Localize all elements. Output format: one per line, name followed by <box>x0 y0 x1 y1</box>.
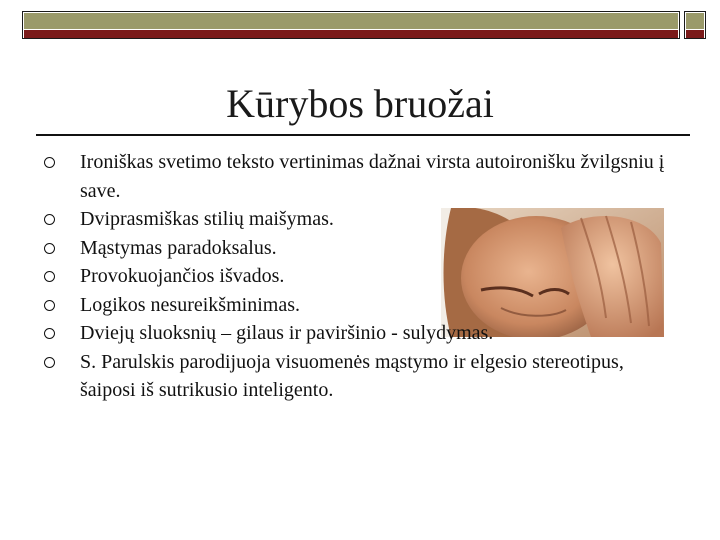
bullet-list <box>44 148 684 405</box>
header-maroon-stripe <box>24 30 678 38</box>
bullet-list-container <box>44 148 684 405</box>
bullet-text: S. Parulskis parodijuoja visuomenės mąstymo ir elgesio stereotipus, šaiposi iš sutrikusio inteligento. <box>80 350 624 401</box>
hollow-circle-bullet-icon <box>44 271 55 282</box>
list-item <box>44 148 684 205</box>
bullet-text: Logikos nesureikšminimas. <box>80 293 300 316</box>
list-item <box>44 319 684 348</box>
hollow-circle-bullet-icon <box>44 157 55 168</box>
list-item <box>44 291 684 320</box>
hollow-circle-bullet-icon <box>44 328 55 339</box>
title-divider <box>36 134 690 136</box>
slide-title: Kūrybos bruožai <box>226 81 494 126</box>
list-item <box>44 262 684 291</box>
header-corner-square <box>684 11 706 39</box>
hollow-circle-bullet-icon <box>44 214 55 225</box>
bullet-text: Dviejų sluoksnių – gilaus ir paviršinio - sulydymas. <box>80 322 494 344</box>
bullet-text: Mąstymas paradoksalus. <box>80 236 277 259</box>
corner-olive-stripe <box>686 13 704 29</box>
hollow-circle-bullet-icon <box>44 243 55 254</box>
list-item <box>44 205 684 234</box>
list-item <box>44 234 684 263</box>
bullet-text: Provokuojančios išvados. <box>80 265 285 287</box>
corner-maroon-stripe <box>686 30 704 38</box>
header-olive-stripe <box>24 13 678 29</box>
hollow-circle-bullet-icon <box>44 357 55 368</box>
hollow-circle-bullet-icon <box>44 300 55 311</box>
list-item <box>44 348 684 405</box>
bullet-text: Dviprasmiškas stilių maišymas. <box>80 208 334 230</box>
header-decor-bar <box>22 11 680 39</box>
bullet-text: Ironiškas svetimo teksto vertinimas dažnai virsta autoironišku žvilgsniu į save. <box>80 151 665 202</box>
